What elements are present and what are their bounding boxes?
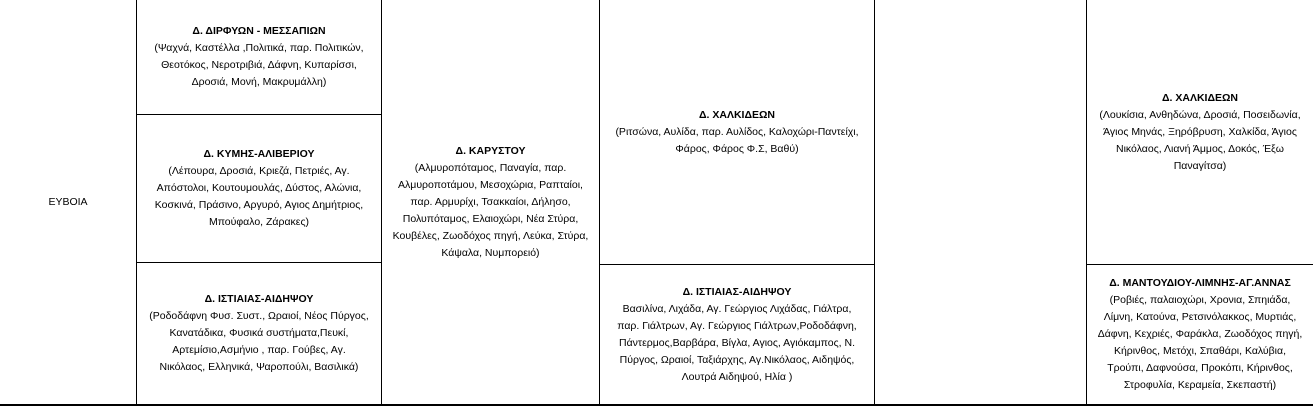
- locality-line: Στροφυλία, Κεραμεία, Σκεπαστή): [1123, 379, 1277, 391]
- municipality-cell-istiaias-2: [600, 265, 874, 404]
- locality-line: (Ροβιές, παλαιοχώρι, Χρονια, Σπηιάδα,: [1109, 294, 1291, 306]
- municipality-title: Δ. ΚΥΜΗΣ-ΑΛΙΒΕΡΙΟΥ: [203, 148, 315, 160]
- locality-line: Πολυπόταμος, Ελαιοχώρι, Νέα Στύρα,: [402, 212, 579, 225]
- locality-line: Πύργος, Ωραιοί, Ταξιάρχης, Αγ.Νικόλαος, Αιδηψός,: [619, 353, 855, 366]
- locality-line: Λίμνη, Κατούνα, Ρετσινόλακκος, Μυρτιάς,: [1103, 311, 1297, 323]
- locality-line: Βασιλίνα, Λιχάδα, Αγ. Γεώργιος Λιχάδας, Γιάλτρα,: [622, 302, 852, 315]
- municipality-title: Δ. ΙΣΤΙΑΙΑΣ-ΑΙΔΗΨΟΥ: [204, 293, 314, 305]
- region-label: ΕΥΒΟΙΑ: [48, 196, 88, 208]
- municipality-cell-kymis: [137, 115, 381, 262]
- locality-line: Νικόλαος, Λιανή Άμμος, Δοκός, Έξω: [1116, 142, 1284, 155]
- municipality-title: Δ. ΚΑΡΥΣΤΟΥ: [455, 144, 526, 157]
- locality-line: (Λέπουρα, Δροσιά, Κριεζά, Πετριές, Αγ.: [168, 165, 350, 177]
- locality-line: Θεοτόκος, Νεροτριβιά, Δάφνη, Κυπαρίσσι,: [161, 59, 357, 71]
- municipality-title: Δ. ΜΑΝΤΟΥΔΙΟΥ-ΛΙΜΝΗΣ-ΑΓ.ΑΝΝΑΣ: [1109, 277, 1291, 289]
- locality-line: (Λουκίσια, Ανθηδώνα, Δροσιά, Ποσειδωνία,: [1099, 108, 1301, 121]
- municipality-title: Δ. ΧΑΛΚΙΔΕΩΝ: [698, 108, 776, 121]
- locality-line: Κουβέλες, Ζωοδόχος πηγή, Λεύκα, Στύρα,: [392, 229, 589, 242]
- locality-line: Μπούφαλο, Ζάρακες): [208, 216, 310, 228]
- locality-line: Αλμυροποτάμου, Μεσοχώρια, Ραπταίοι,: [398, 178, 583, 191]
- municipality-cell-mantoudiou: [1087, 265, 1313, 404]
- locality-line: Κοσκινά, Πράσινο, Αργυρό, Αγιος Δημήτριος,: [154, 199, 364, 211]
- municipality-cell-dirfyon: [137, 0, 381, 114]
- municipality-title: Δ. ΔΙΡΦΥΩΝ - ΜΕΣΣΑΠΙΩΝ: [192, 25, 326, 37]
- locality-line: Κήρινθος, Μετόχι, Σπαθάρι, Καλύβια,: [1113, 345, 1287, 357]
- municipality-cell-karystou: [382, 0, 599, 404]
- region-cell: [0, 0, 136, 404]
- table-bottom-border: [0, 404, 1313, 406]
- locality-line: Πάντερμος,Βαρβάρα, Βίγλα, Αγιος, Αγιόκαμπος, Ν.: [619, 336, 855, 349]
- municipality-cell-istiaias: [137, 263, 381, 404]
- locality-line: Φάρος, Φάρος Φ.Σ, Βαθύ): [675, 142, 799, 155]
- empty-cell: [875, 0, 1086, 404]
- locality-line: Παναγίτσα): [1173, 159, 1227, 172]
- municipality-cell-chalkideon-2: [1087, 0, 1313, 264]
- municipality-title: Δ. ΙΣΤΙΑΙΑΣ-ΑΙΔΗΨΟΥ: [682, 285, 792, 298]
- locality-line: (Ροδοδάφνη Φυσ. Συστ., Ωραιοί, Νέος Πύργος,: [149, 310, 369, 322]
- locality-line: Απόστολοι, Κουτουμουλάς, Δύστος, Αλώνια,: [156, 182, 362, 194]
- locality-line: Δροσιά, Μονή, Μακρυμάλλη): [191, 76, 327, 88]
- locality-line: Αρτεμίσιο,Ασμήνιο , παρ. Γούβες, Αγ.: [172, 344, 346, 356]
- locality-line: παρ. Αρμυρίχι, Τσακκαίοι, Δήλησο,: [410, 195, 571, 208]
- locality-line: Άγιος Μηνάς, Ξηρόβρυση, Χαλκίδα, Άγιος: [1103, 125, 1297, 138]
- locality-line: παρ. Γιάλτρων, Αγ. Γεώργιος Γιάλτρων,Ροδοδάφνη,: [617, 319, 857, 332]
- locality-line: Κανατάδικα, Φυσικά συστήματα,Πευκί,: [169, 327, 349, 339]
- locality-line: Λουτρά Αιδηψού, Ηλία ): [681, 370, 793, 383]
- locality-line: Δάφνη, Κεχριές, Φαράκλα, Ζωοδόχος πηγή,: [1097, 328, 1303, 340]
- locality-line: (Ψαχνά, Καστέλλα ,Πολιτικά, παρ. Πολιτικών,: [154, 42, 364, 54]
- municipality-cell-chalkideon: [600, 0, 874, 264]
- municipality-title: Δ. ΧΑΛΚΙΔΕΩΝ: [1161, 91, 1239, 104]
- locality-line: (Ριτσώνα, Αυλίδα, παρ. Αυλίδος, Καλοχώρι-Παντείχι,: [615, 125, 859, 138]
- locality-line: Νικόλαος, Ελληνικά, Ψαροπούλι, Βασιλικά): [159, 361, 359, 373]
- locality-line: (Αλμυροπόταμος, Παναγία, παρ.: [414, 161, 567, 174]
- locality-line: Τρούπι, Δαφνούσα, Προκόπι, Κήρινθος,: [1107, 362, 1293, 374]
- locality-line: Κάψαλα, Νυμπορειό): [441, 246, 540, 259]
